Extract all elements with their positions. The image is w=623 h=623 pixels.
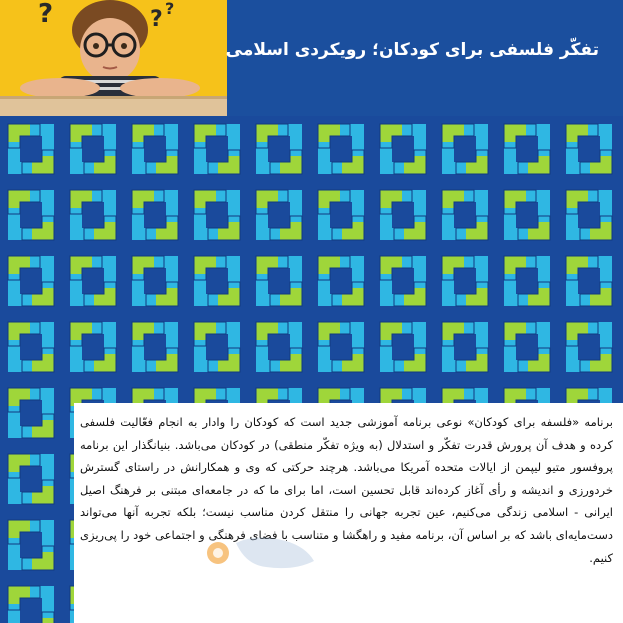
article-text-box xyxy=(74,403,623,623)
svg-text:?: ? xyxy=(150,7,163,32)
header-band xyxy=(227,0,623,116)
child-photo-illustration xyxy=(0,0,227,116)
svg-text:?: ? xyxy=(38,0,54,29)
svg-text:?: ? xyxy=(165,0,175,18)
child-photo xyxy=(0,0,227,116)
article-body: برنامه «فلسفه برای کودکان» نوعی برنامه آموزشی جدید است که کودکان را وادار به انجام فعّالیت فلسفی کرده و هدف آن پرورش قدرت تفکّر و استدلال (به ویژه تفکّر منطقی) در کودکان می‌باشد. بنیانگذار این برنامه پروفسور متیو لیپمن از ایالات متحده آمریکا می‌باشد. هرچند حرکتی که وی و همکارانش در راستای گسترش خردورزی و اندیشه و رأی آغاز کرده‌اند قابل تحسین است، اما برای ما که در جامعه‌ای مبتنی بر فرهنگ اصیل ایرانی - اسلامی زندگی می‌کنیم، عین تجربه جهانی را منتقل کردن مناسب نیست؛ بلکه تجربه آنها می‌تواند دست‌مایه‌ای باشد که بر اساس آن، برنامه مفید و راهگشا و متناسب با فضای فرهنگی و اجتماعی خود را پی‌ریزی کنیم. xyxy=(80,415,613,565)
page-title: تفکّر فلسفی برای کودکان؛ رویکردی اسلامی xyxy=(225,40,599,60)
